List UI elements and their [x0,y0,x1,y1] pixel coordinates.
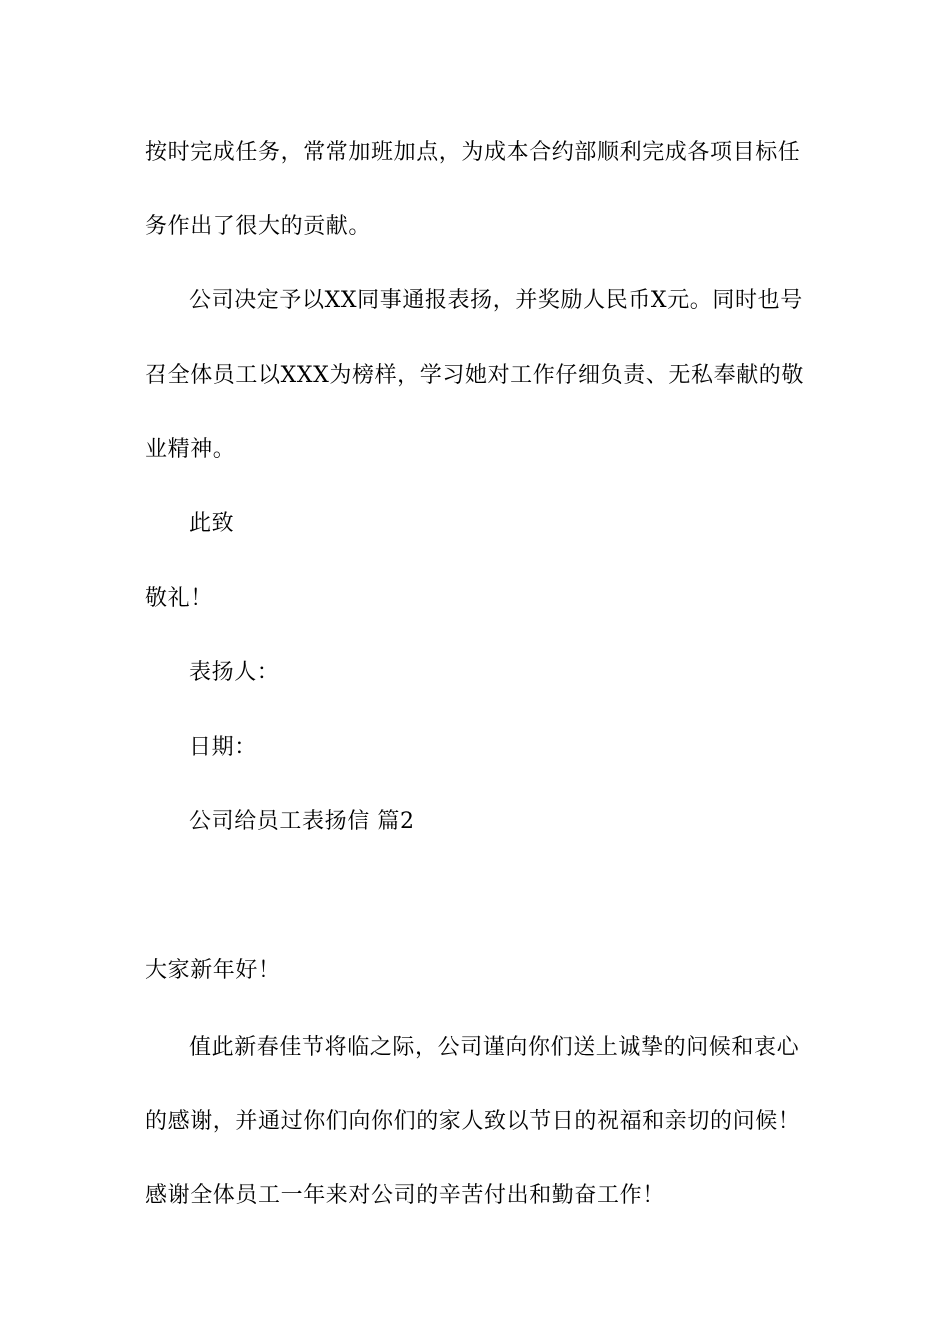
paragraph-line-8: 感谢全体员工一年来对公司的辛苦付出和勤奋工作！ [145,1183,665,1208]
paragraph-line-3: 公司决定予以XX同事通报表扬，并奖励人民币X元。同时也号 [189,288,803,313]
greeting-line: 大家新年好！ [145,958,281,983]
paragraph-line-6: 值此新春佳节将临之际，公司谨向你们送上诚挚的问候和衷心 [189,1035,800,1060]
date-label: 日期： [189,735,257,760]
paragraph-line-2: 务作出了很大的贡献。 [145,214,372,239]
signer-label: 表扬人： [189,660,280,685]
closing-salutation: 此致 [189,511,235,536]
section-heading: 公司给员工表扬信 篇2 [189,809,415,834]
closing-respect: 敬礼！ [145,586,213,611]
paragraph-line-5: 业精神。 [145,437,236,462]
paragraph-line-7: 的感谢，并通过你们向你们的家人致以节日的祝福和亲切的问候！ [145,1109,801,1134]
paragraph-line-4: 召全体员工以XXX为榜样，学习她对工作仔细负责、无私奉献的敬 [145,363,804,388]
paragraph-line-1: 按时完成任务，常常加班加点，为成本合约部顺利完成各项目标任 [145,140,801,165]
